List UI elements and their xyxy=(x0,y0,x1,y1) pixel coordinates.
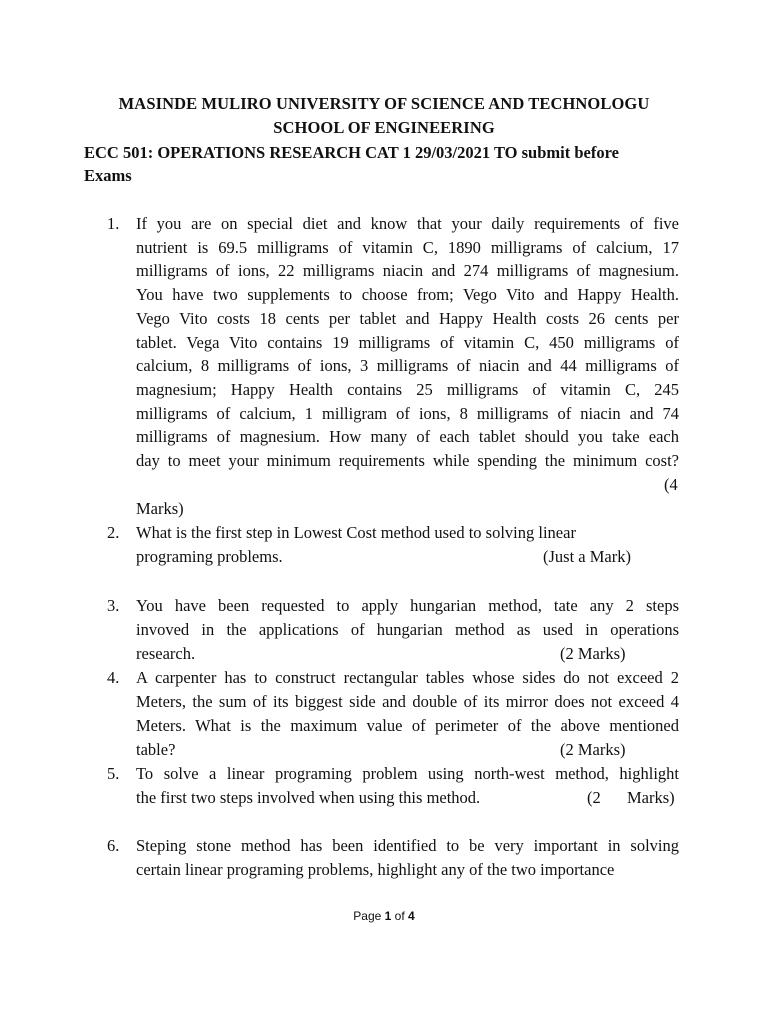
question-text-line: invoved in the applications of hungarian method as used in operations xyxy=(136,620,679,639)
question-text-line: day to meet your minimum requirements while spending the minimum cost? xyxy=(136,451,679,470)
question-text-line: table? xyxy=(136,740,176,759)
question-text-line: nutrient is 69.5 milligrams of vitamin C, 1890 milligrams of calcium, 17 xyxy=(136,237,679,257)
question-text-line: A carpenter has to construct rectangular tables whose sides do not exceed 2 xyxy=(136,668,679,687)
question-number: 6. xyxy=(107,836,120,855)
marks-label: (2 Marks) xyxy=(560,740,626,759)
question-text-line: Vego Vito costs 18 cents per tablet and Happy Health costs 26 cents per xyxy=(136,308,679,328)
question-text-line: milligrams of calcium, 1 milligram of ions, 8 milligrams of niacin and 74 xyxy=(136,403,679,423)
course-title-line1: ECC 501: OPERATIONS RESEARCH CAT 1 29/03/2021 TO submit before xyxy=(84,143,619,162)
question-number: 3. xyxy=(107,596,120,615)
question-text-line: To solve a linear programing problem using north-west method, highlight xyxy=(136,764,679,783)
page-footer xyxy=(0,909,768,923)
question-text-line: What is the first step in Lowest Cost method used to solving linear xyxy=(136,523,576,542)
question-text-line: Steping stone method has been identified to be very important in solving xyxy=(136,836,679,855)
question-text-line: You have two supplements to choose from; Vego Vito and Happy Health. xyxy=(136,285,679,305)
marks-label: (2 xyxy=(587,788,601,807)
question-text-line: certain linear programing problems, highlight any of the two importance xyxy=(136,860,615,879)
question-text-line: Meters. What is the maximum value of perimeter of the above mentioned xyxy=(136,716,679,735)
question-text-line: You have been requested to apply hungarian method, tate any 2 steps xyxy=(136,596,679,615)
question-number: 5. xyxy=(107,764,120,783)
question-text-line: If you are on special diet and know that your daily requirements of five xyxy=(136,214,679,233)
page-total-number: 4 xyxy=(408,909,415,923)
course-title-line2: Exams xyxy=(84,166,132,185)
question-text-line: magnesium; Happy Health contains 25 milligrams of vitamin C, 245 xyxy=(136,379,679,399)
page-word: Page xyxy=(353,909,382,923)
page-of-word: of xyxy=(394,909,405,923)
university-title: MASINDE MULIRO UNIVERSITY OF SCIENCE AND TECHNOLOGU xyxy=(118,94,650,113)
question-text-line: calcium, 8 milligrams of ions, 3 milligrams of niacin and 44 milligrams of xyxy=(136,356,679,376)
marks-label: (Just a Mark) xyxy=(543,547,631,566)
question-text-line: milligrams of magnesium. How many of each tablet should you take each xyxy=(136,427,679,447)
question-text-line: research. xyxy=(136,644,196,663)
question-text-line: Meters, the sum of its biggest side and double of its mirror does not exceed 4 xyxy=(136,692,679,711)
school-title: SCHOOL OF ENGINEERING xyxy=(273,118,495,137)
course-title xyxy=(84,143,684,163)
question-text-line: milligrams of ions, 22 milligrams niacin and 274 milligrams of magnesium. xyxy=(136,261,679,281)
marks-label-continued: Marks) xyxy=(136,499,184,518)
question-number: 4. xyxy=(107,668,120,687)
marks-label-continued: Marks) xyxy=(627,788,675,807)
question-number: 1. xyxy=(107,214,120,233)
question-text-line: tablet. Vega Vito contains 19 milligrams of vitamin C, 450 milligrams of xyxy=(136,332,679,352)
marks-label: (2 Marks) xyxy=(560,644,626,663)
question-text-line: the first two steps involved when using this method. xyxy=(136,788,481,807)
question-number: 2. xyxy=(107,523,120,542)
question-text-line: programing problems. xyxy=(136,547,283,566)
course-title-continued xyxy=(84,166,684,186)
page-current-number: 1 xyxy=(384,909,392,923)
marks-label: (4 xyxy=(664,475,678,494)
